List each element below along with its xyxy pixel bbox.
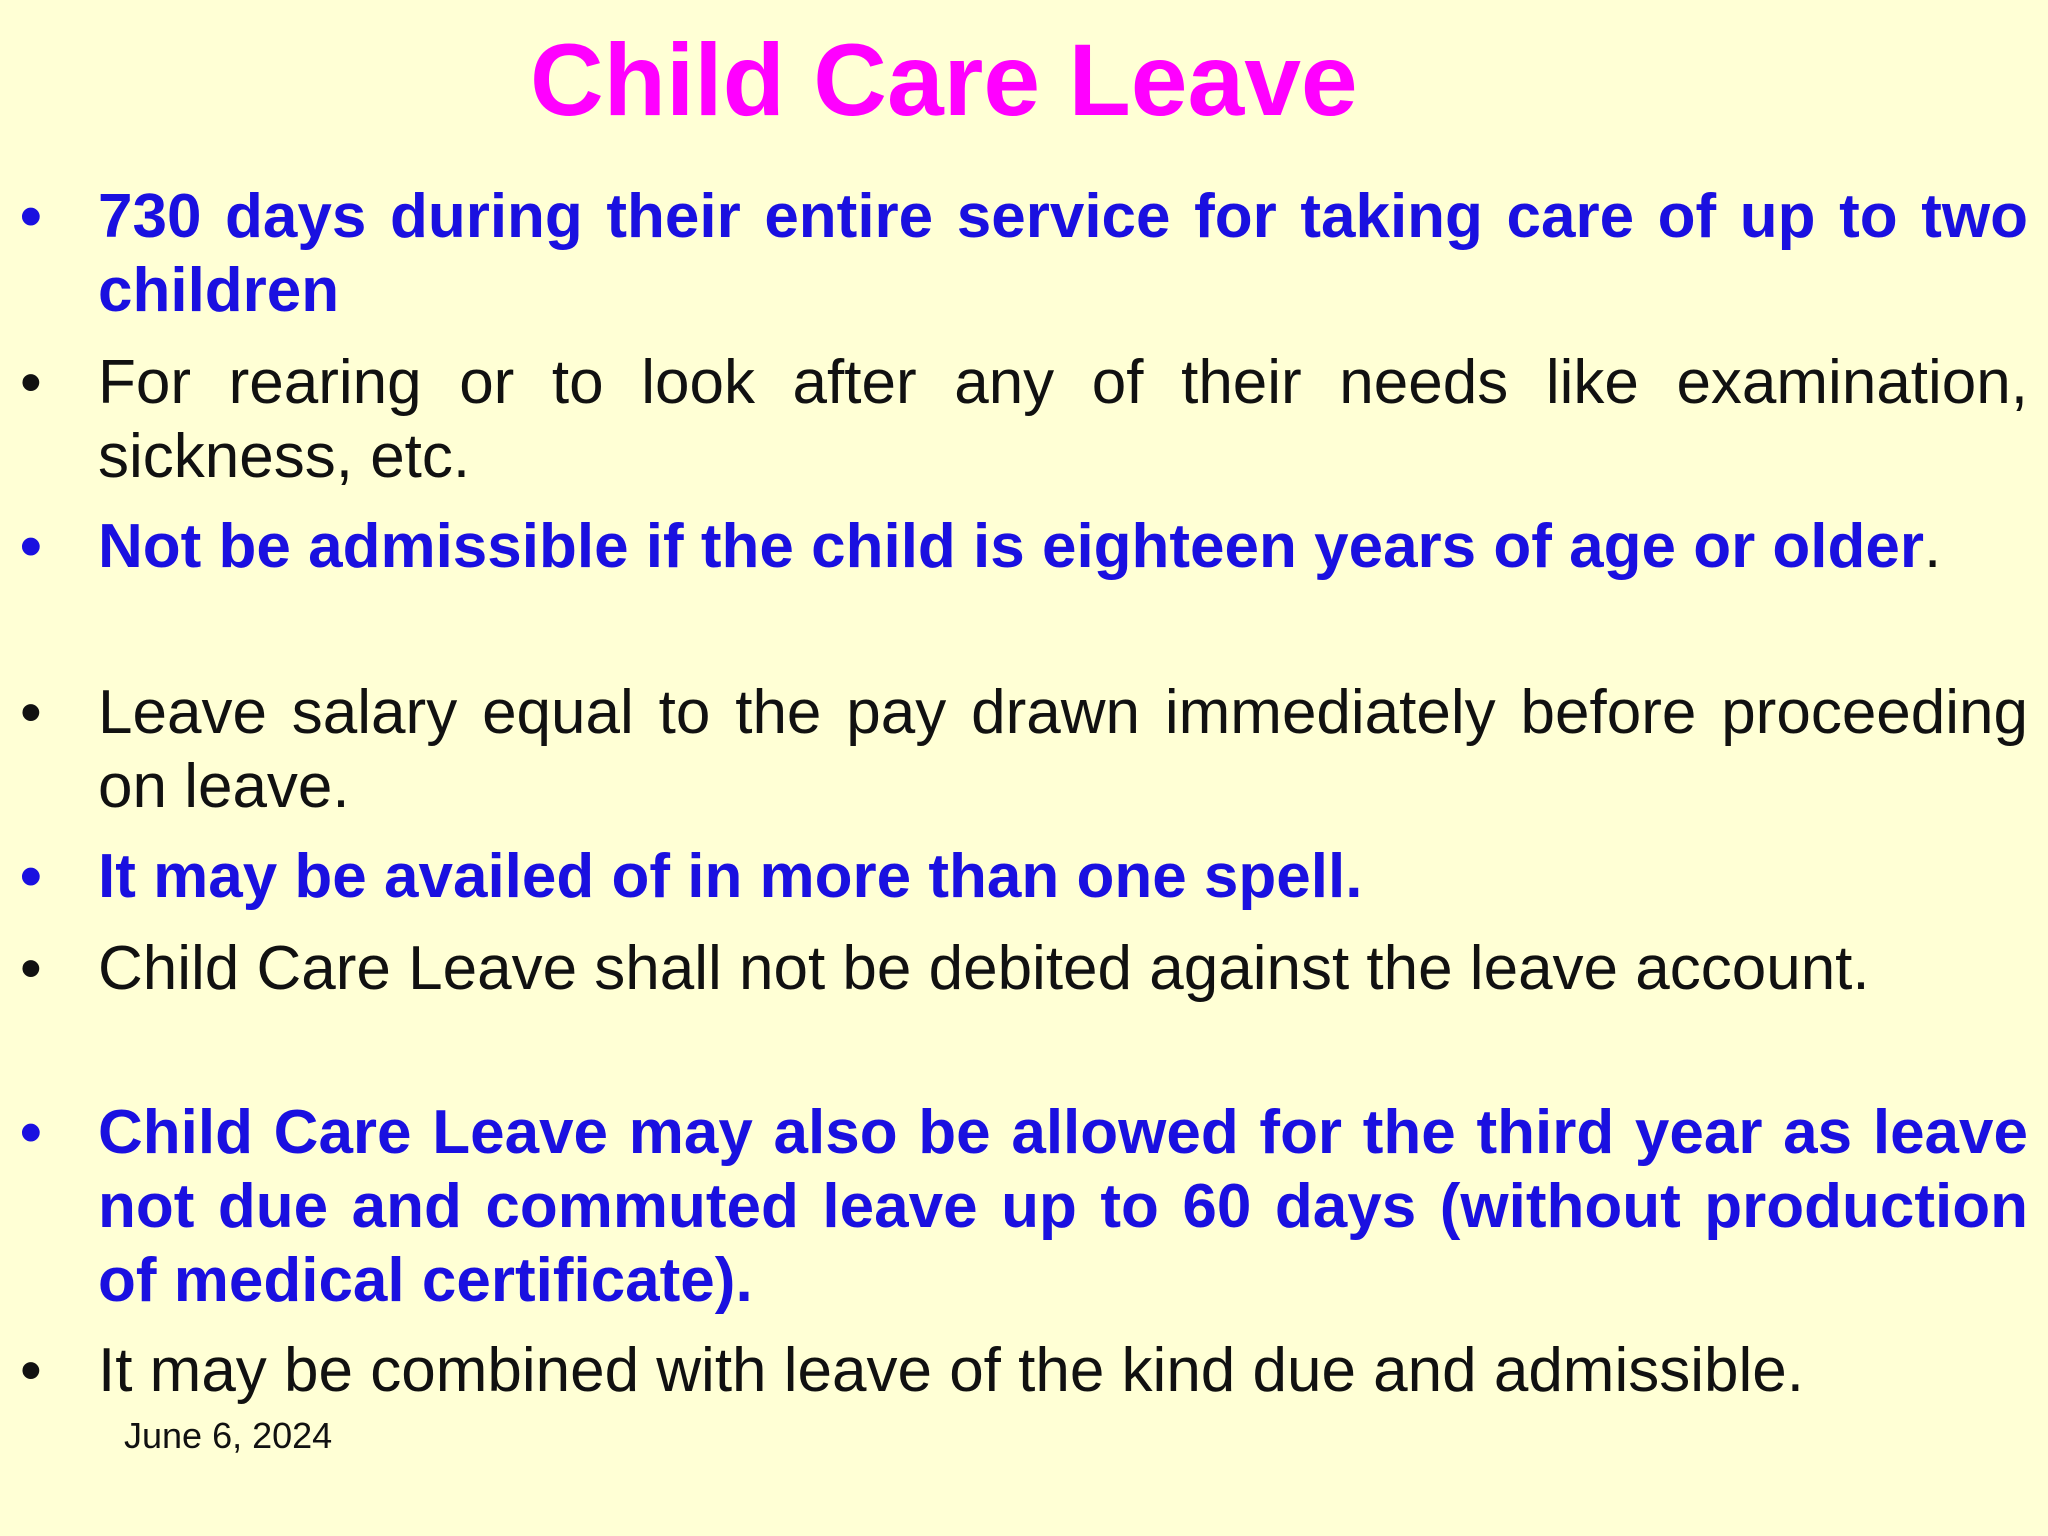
slide-title: Child Care Leave xyxy=(530,23,1358,137)
bullet-text: 730 days during their entire service for taking care of up to two children xyxy=(98,182,2028,325)
bullet-dot: • xyxy=(20,182,42,251)
bullet-dot: • xyxy=(20,348,42,417)
bullet-text-wrapper xyxy=(98,510,2028,584)
bullet-dot: • xyxy=(20,678,42,747)
bullet-text: Child Care Leave may also be allowed for the third year as leave not due and commuted leave up to 60 days (without production of medical certificate). xyxy=(98,1098,2028,1315)
bullet-text: Child Care Leave shall not be debited against the leave account. xyxy=(98,934,1870,1003)
bullet-text: Leave salary equal to the pay drawn immediately before proceeding on leave. xyxy=(98,678,2028,821)
bullet-dot: • xyxy=(20,1336,42,1405)
bullet-dot: • xyxy=(20,842,42,911)
bullet-dot: • xyxy=(20,934,42,1003)
bullet-text-suffix: . xyxy=(1924,512,1942,581)
bullet-text: It may be availed of in more than one spell. xyxy=(98,842,1363,911)
slide-date: June 6, 2024 xyxy=(124,1415,333,1456)
bullet-text: It may be combined with leave of the kind due and admissible. xyxy=(98,1336,1804,1405)
bullet-dot: • xyxy=(20,1098,42,1167)
bullet-text: For rearing or to look after any of their needs like examination, sickness, etc. xyxy=(98,348,2028,491)
bullet-text: Not be admissible if the child is eighteen years of age or older xyxy=(98,512,1925,581)
bullet-dot: • xyxy=(20,512,42,581)
